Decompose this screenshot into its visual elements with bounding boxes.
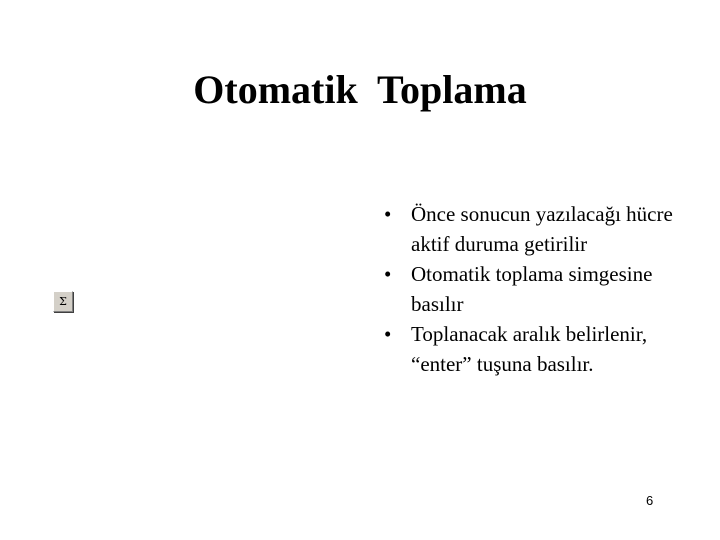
sigma-autosum-icon: Σ bbox=[59, 295, 67, 308]
bullet-item bbox=[384, 199, 674, 259]
bullet-text: Toplanacak aralık belirlenir, “enter” tuşuna basılır. bbox=[411, 322, 648, 376]
autosum-button[interactable] bbox=[53, 291, 73, 312]
bullet-item bbox=[384, 319, 674, 379]
bullet-list bbox=[384, 199, 674, 379]
bullet-text: Otomatik toplama simgesine basılır bbox=[411, 262, 653, 316]
bullet-icon: • bbox=[384, 202, 392, 226]
page-number: 6 bbox=[646, 493, 654, 508]
bullet-text: Önce sonucun yazılacağı hücre aktif duruma getirilir bbox=[411, 202, 673, 256]
bullet-icon: • bbox=[384, 322, 392, 346]
slide-title: Otomatik Toplama bbox=[193, 67, 527, 112]
bullet-icon: • bbox=[384, 262, 392, 286]
bullet-item bbox=[384, 259, 674, 319]
